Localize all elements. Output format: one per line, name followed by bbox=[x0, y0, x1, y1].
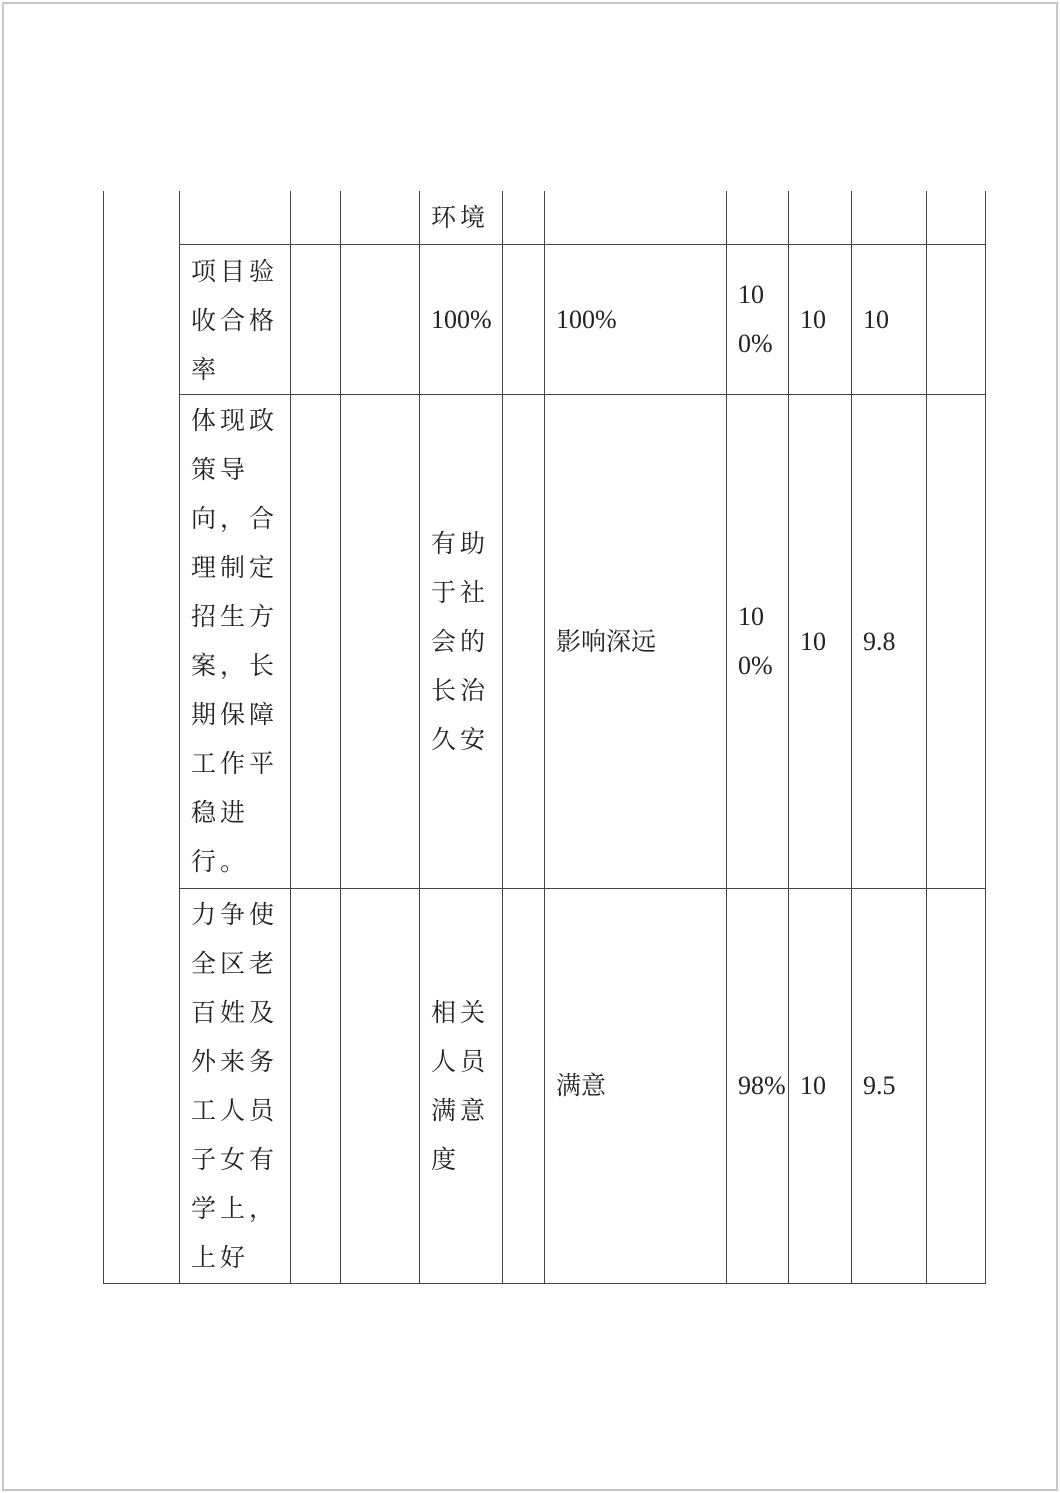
completion-cell: 100% bbox=[727, 394, 789, 888]
blank-cell bbox=[341, 888, 420, 1283]
indicator-cell: 力争使全区老百姓及外来务工人员子女有学上，上好 bbox=[180, 888, 291, 1283]
performance-table bbox=[103, 191, 986, 1284]
remark-cell bbox=[927, 191, 986, 244]
completion-cell: 98% bbox=[727, 888, 789, 1283]
remark-cell bbox=[927, 888, 986, 1283]
blank-cell bbox=[341, 191, 420, 244]
blank-cell bbox=[291, 244, 341, 394]
weight-cell: 10 bbox=[789, 394, 852, 888]
table-row bbox=[104, 394, 986, 888]
target-cell: 相关人员满意度 bbox=[420, 888, 503, 1283]
blank-cell bbox=[503, 394, 545, 888]
table-row bbox=[104, 888, 986, 1283]
blank-cell bbox=[503, 244, 545, 394]
completion-cell: 100% bbox=[727, 244, 789, 394]
score-cell bbox=[852, 191, 927, 244]
indicator-cell bbox=[180, 191, 291, 244]
blank-cell bbox=[503, 191, 545, 244]
score-cell: 9.8 bbox=[852, 394, 927, 888]
blank-cell bbox=[291, 191, 341, 244]
table-row bbox=[104, 244, 986, 394]
target-cell: 100% bbox=[420, 244, 503, 394]
blank-cell bbox=[341, 244, 420, 394]
weight-cell: 10 bbox=[789, 888, 852, 1283]
blank-cell bbox=[291, 888, 341, 1283]
category-cell bbox=[104, 191, 180, 1283]
score-cell: 9.5 bbox=[852, 888, 927, 1283]
actual-cell: 满意 bbox=[545, 888, 727, 1283]
blank-cell bbox=[291, 394, 341, 888]
blank-cell bbox=[341, 394, 420, 888]
target-cell: 有助于社会的长治久安 bbox=[420, 394, 503, 888]
remark-cell bbox=[927, 394, 986, 888]
indicator-cell: 体现政策导向，合理制定招生方案，长期保障工作平稳进行。 bbox=[180, 394, 291, 888]
score-cell: 10 bbox=[852, 244, 927, 394]
blank-cell bbox=[503, 888, 545, 1283]
table-row bbox=[104, 191, 986, 244]
actual-cell: 影响深远 bbox=[545, 394, 727, 888]
actual-cell bbox=[545, 191, 727, 244]
actual-cell: 100% bbox=[545, 244, 727, 394]
target-cell: 环境 bbox=[420, 191, 503, 244]
indicator-cell: 项目验收合格率 bbox=[180, 244, 291, 394]
completion-cell bbox=[727, 191, 789, 244]
weight-cell: 10 bbox=[789, 244, 852, 394]
weight-cell bbox=[789, 191, 852, 244]
remark-cell bbox=[927, 244, 986, 394]
